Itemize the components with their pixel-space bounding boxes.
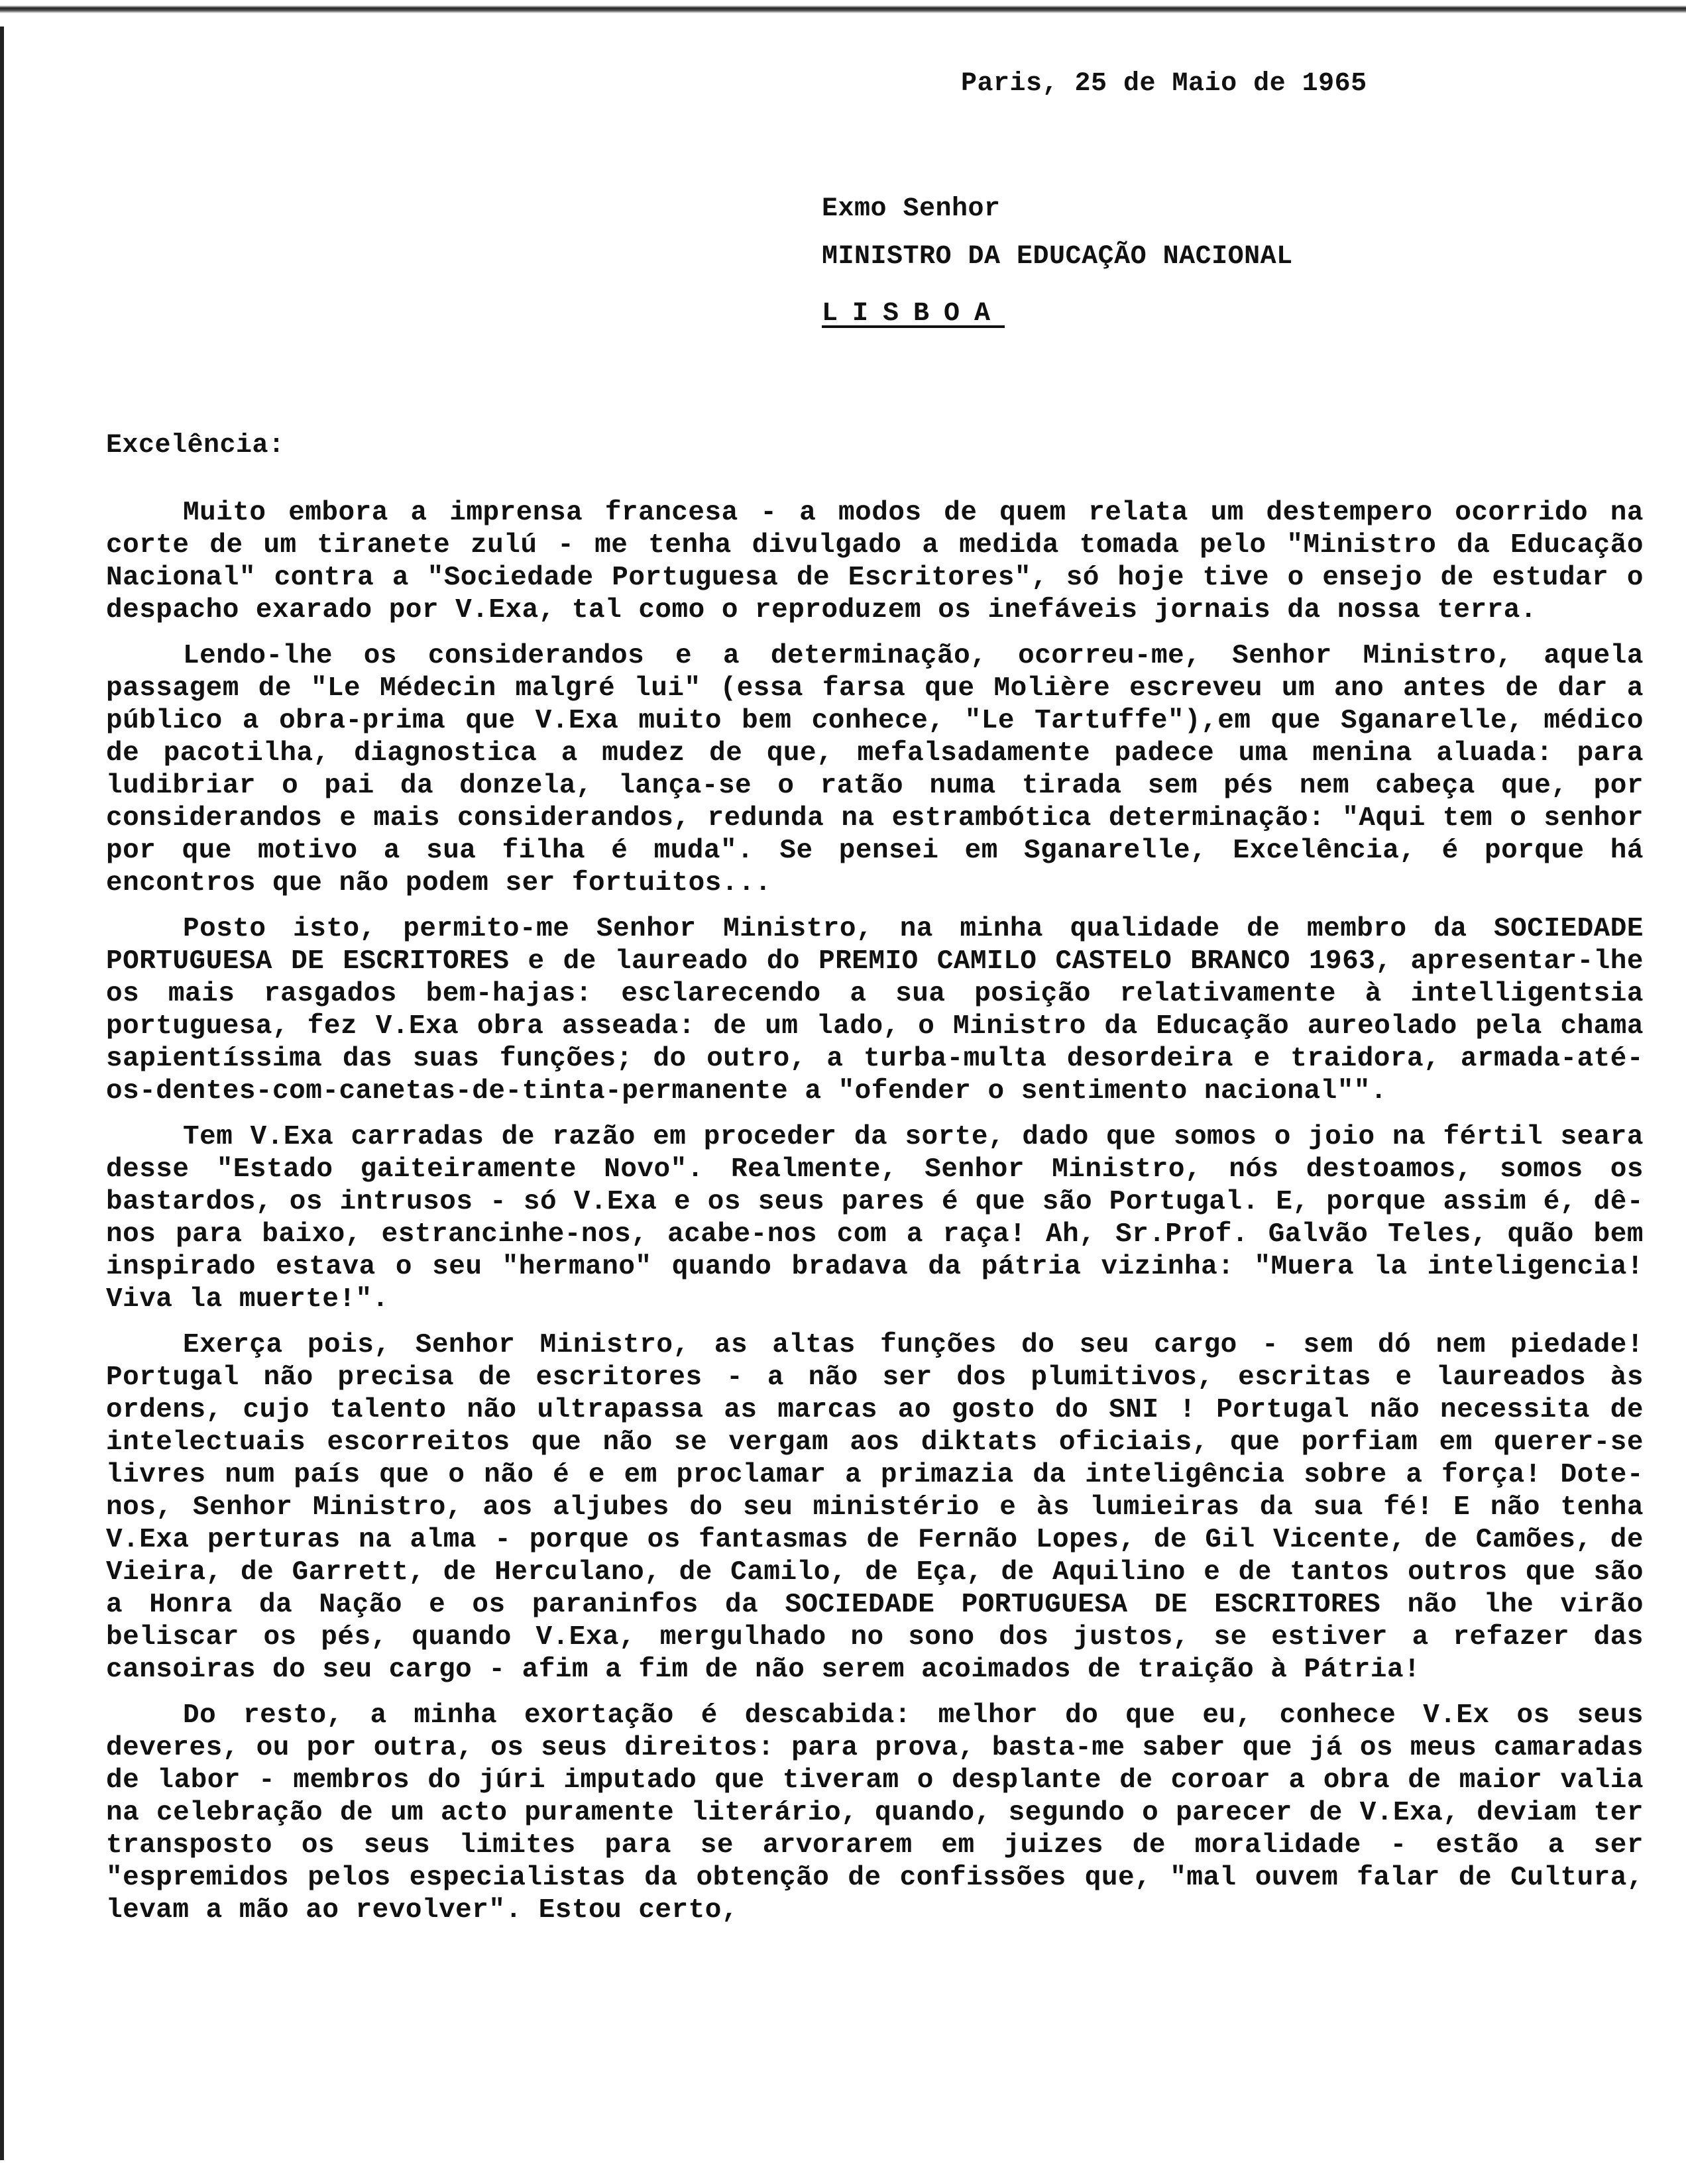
paragraph: Tem V.Exa carradas de razão em proceder da sorte, dado que somos o joio na fértil seara desse "Estado gaiteiramente Novo". Realmente, Senhor Ministro, nós destoamos, somos os bastardos, os intrusos - só V.Exa e os seus pares é que são Portugal. E, porque assim é, dê-nos para baixo, estrancinhe-nos, acabe-nos com a raça! Ah, Sr.Prof. Galvão Teles, quão bem inspirado estava o seu "hermano" quando bradava da pátria vizinha: "Muera la inteligencia! Viva la muerte!". xyxy=(106,1122,1644,1315)
paragraph: Muito embora a imprensa francesa - a modos de quem relata um destempero ocorrido na corte de um tiranete zulú - me tenha divulgado a medida tomada pelo "Ministro da Educação Nacional" contra a "Sociedade Portuguesa de Escritores", só hoje tive o ensejo de estudar o despacho exarado por V.Exa, tal como o reproduzem os inefáveis jornais da nossa terra. xyxy=(106,498,1644,626)
addressee-block xyxy=(822,186,1485,338)
salutation: Excelência: xyxy=(106,431,285,461)
paragraph: Exerça pois, Senhor Ministro, as altas funções do seu cargo - sem dó nem piedade! Portugal não precisa de escritores - a não ser dos plumitivos, escritas e laureados às ordens, cujo talento não ultrapassa as marcas ao gosto do SNI ! Portugal não necessita de intelectuais escorreitos que não se vergam aos diktats oficiais, que porfiam em querer-se livres num país que o não é e em proclamar a primazia da inteligência sobre a força! Dote-nos, Senhor Ministro, aos aljubes do seu ministério e às lumieiras da sua fé! E não tenha V.Exa perturas na alma - porque os fantasmas de Fernão Lopes, de Gil Vicente, de Camões, de Vieira, de Garrett, de Herculano, de Camilo, de Eça, de Aquilino e de tantos outros que são a Honra da Nação e os paraninfos da SOCIEDADE PORTUGUESA DE ESCRITORES não lhe virão beliscar os pés, quando V.Exa, mergulhado no sono dos justos, se estiver a refazer das cansoiras do seu cargo - afim a fim de não serem acoimados de traição à Pátria! xyxy=(106,1330,1644,1685)
page-left-border xyxy=(0,27,4,2160)
addressee-city: LISBOA xyxy=(822,299,1005,329)
page-top-border xyxy=(0,5,1686,13)
paragraph: Do resto, a minha exortação é descabida: melhor do que eu, conhece V.Ex os seus deveres, ou por outra, os seus direitos: para prova, basta-me saber que já os meus camaradas de labor - membros do júri imputado que tiveram o desplante de coroar a obra de maior valia na celebração de um acto puramente literário, quando, segundo o parecer de V.Exa, deviam ter transposto os seus limites para se arvorarem em juizes de moralidade - estão a ser "espremidos pelos especialistas da obtenção de confissões que, "mal ouvem falar de Cultura, levam a mão ao revolver". Estou certo, xyxy=(106,1700,1644,1926)
paragraph: Posto isto, permito-me Senhor Ministro, na minha qualidade de membro da SOCIEDADE PORTUGUESA DE ESCRITORES e de laureado do PREMIO CAMILO CASTELO BRANCO 1963, apresentar-lhe os mais rasgados bem-hajas: esclarecendo a sua posição relativamente à intelligentsia portuguesa, fez V.Exa obra asseada: de um lado, o Ministro da Educação aureolado pela chama sapientíssima das suas funções; do outro, a turba-multa desordeira e traidora, armada-até-os-dentes-com-canetas-de-tinta-permanente a "ofender o sentimento nacional"". xyxy=(106,914,1644,1107)
letter-body xyxy=(106,497,1644,1940)
addressee-title: MINISTRO DA EDUCAÇÃO NACIONAL xyxy=(822,242,1293,272)
letter-date: Paris, 25 de Maio de 1965 xyxy=(961,69,1367,99)
addressee-honorific: Exmo Senhor xyxy=(822,194,1001,224)
paragraph: Lendo-lhe os considerandos e a determinação, ocorreu-me, Senhor Ministro, aquela passagem de "Le Médecin malgré lui" (essa farsa que Molière escreveu um ano antes de dar a público a obra-prima que V.Exa muito bem conhece, "Le Tartuffe"),em que Sganarelle, médico de pacotilha, diagnostica a mudez de que, mefalsadamente padece uma menina aluada: para ludibriar o pai da donzela, lança-se o ratão numa tirada sem pés nem cabeça que, por considerandos e mais considerandos, redunda na estrambótica determinação: "Aqui tem o senhor por que motivo a sua filha é muda". Se pensei em Sganarelle, Excelência, é porque há encontros que não podem ser fortuitos... xyxy=(106,641,1644,899)
